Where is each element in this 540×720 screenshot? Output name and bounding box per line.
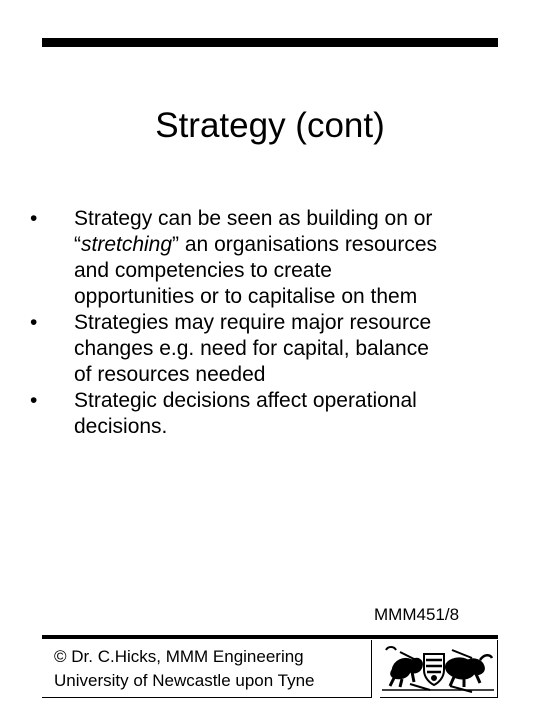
bullet-dot: • <box>30 207 38 230</box>
bullet-dot: • <box>30 389 38 412</box>
emphasis-stretching: stretching <box>81 233 173 256</box>
bullet-1-line-4: opportunities or to capitalise on them <box>74 285 418 308</box>
bullet-item-1 <box>30 206 510 310</box>
bullet-1-line-3: and competencies to create <box>74 259 332 282</box>
slide-title: Strategy (cont) <box>155 106 385 145</box>
bullet-2-line-2: changes e.g. need for capital, balance <box>74 337 429 360</box>
bullet-1-line-1: Strategy can be seen as building on or <box>74 207 433 230</box>
bullet-1-line-2: “stretching” an organisations resources <box>74 233 438 256</box>
bullet-list <box>30 206 510 440</box>
copyright-line-1: © Dr. C.Hicks, MMM Engineering <box>54 647 304 666</box>
footer-rule <box>42 635 498 639</box>
copyright-line-2: University of Newcastle upon Tyne <box>54 671 315 690</box>
bullet-item-3 <box>30 388 510 440</box>
bullet-dot: • <box>30 311 38 334</box>
bullet-3-line-2: decisions. <box>74 415 168 438</box>
heraldic-lions-crest-icon <box>380 640 496 696</box>
bullet-item-2 <box>30 310 510 388</box>
university-logo <box>380 640 498 698</box>
bullet-2-line-3: of resources needed <box>74 363 266 386</box>
slide-reference: MMM451/8 <box>374 605 460 624</box>
top-rule <box>42 38 498 47</box>
bullet-3-line-1: Strategic decisions affect operational <box>74 389 417 412</box>
copyright-box <box>42 640 372 698</box>
bullet-2-line-1: Strategies may require major resource <box>74 311 432 334</box>
